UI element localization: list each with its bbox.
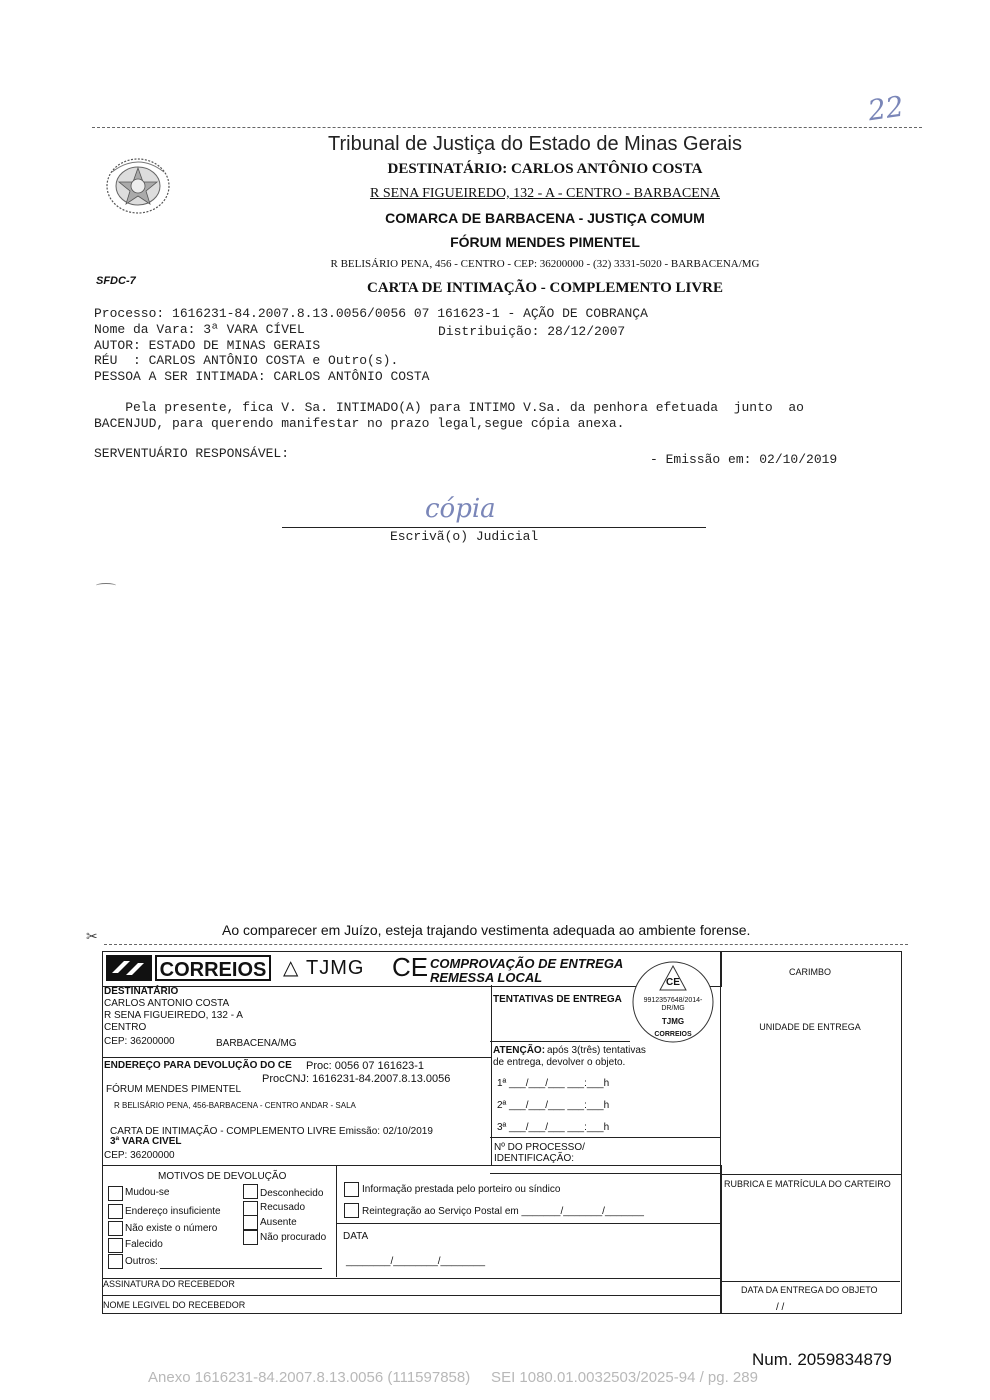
document-title: CARTA DE INTIMAÇÃO - COMPLEMENTO LIVRE [366, 280, 724, 296]
attempts-divider [490, 1041, 630, 1042]
delivery-date-label: DATA DA ENTREGA DO OBJETO [741, 1285, 878, 1295]
checkbox-nao-procurado[interactable] [243, 1230, 258, 1245]
scissors-icon: ✂ [86, 928, 98, 944]
process-id-label-1: Nº DO PROCESSO/ [494, 1142, 585, 1153]
return-forum: FÓRUM MENDES PIMENTEL [106, 1084, 242, 1095]
attempt-2: 2ª ___/___/___ ___:___h [497, 1100, 610, 1111]
annex-footer: Anexo 1616231-84.2007.8.13.0056 (111597858) SEI 1080.01.0032503/2025-94 / pg. 289 [148, 1369, 758, 1386]
return-address-label: ENDEREÇO PARA DEVOLUÇÃO DO CE [104, 1060, 292, 1071]
recipient-bairro: CENTRO [104, 1022, 147, 1033]
seal-number: 9912357648/2014-DR/MG [643, 997, 703, 1012]
tjmg-label: TJMG [306, 957, 365, 979]
return-address: R BELISÁRIO PENA, 456-BARBACENA - CENTRO ANDAR - SALA [114, 1101, 356, 1110]
seal-correios: CORREIOS [654, 1031, 692, 1038]
recipient-street: R SENA FIGUEIREDO, 132 - A [104, 1010, 243, 1021]
checkbox-falecido[interactable] [108, 1238, 123, 1253]
reason-mudou-se: Mudou-se [125, 1187, 170, 1198]
document-number: Num. 2059834879 [752, 1350, 892, 1369]
coat-of-arms-seal [102, 152, 174, 216]
recipient-label: DESTINATÁRIO [104, 986, 179, 997]
recipient-address: R SENA FIGUEIREDO, 132 - A - CENTRO - BARBACENA [369, 186, 720, 201]
data-divider [336, 1223, 720, 1224]
correios-arrows-icon [106, 955, 152, 981]
reason-informacao-porteiro: Informação prestada pelo porteiro ou síndico [362, 1184, 561, 1195]
reasons-column-divider [336, 1165, 337, 1277]
correios-wordmark: CORREIOS [155, 955, 271, 981]
escriva-label: Escrivã(o) Judicial [390, 529, 539, 544]
process-number: Processo: 1616231-84.2007.8.13.0056/0056 07 161623-1 - AÇÃO DE COBRANÇA [94, 306, 648, 321]
signature-row-divider [102, 1295, 720, 1296]
checkbox-desconhecido[interactable] [243, 1184, 258, 1199]
return-carta: CARTA DE INTIMAÇÃO - COMPLEMENTO LIVRE Emissão: 02/10/2019 [110, 1126, 433, 1137]
atencao-text-2: de entrega, devolver o objeto. [493, 1057, 626, 1068]
checkbox-informacao-porteiro[interactable] [344, 1182, 359, 1197]
court-name: Tribunal de Justiça do Estado de Minas Gerais [328, 133, 742, 155]
reason-outros: Outros: [125, 1256, 158, 1267]
carimbo-label: CARIMBO [788, 967, 831, 977]
signature-line [282, 527, 706, 528]
checkbox-endereco-insuficiente[interactable] [108, 1204, 123, 1219]
reason-falecido: Falecido [125, 1239, 163, 1250]
ce-label: CE [392, 952, 429, 982]
return-proccnj: ProcCNJ: 1616231-84.2007.8.13.0056 [262, 1073, 451, 1085]
delivery-date-slashes: / / [776, 1302, 785, 1313]
correios-logo [106, 955, 152, 981]
reason-endereco-insuficiente: Endereço insuficiente [125, 1206, 221, 1217]
return-reasons-label: MOTIVOS DE DEVOLUÇÃO [158, 1171, 287, 1182]
reason-recusado: Recusado [260, 1202, 306, 1213]
cut-line [104, 944, 908, 945]
data-label: DATA [343, 1231, 369, 1242]
reason-nao-procurado: Não procurado [260, 1232, 327, 1243]
vara-name: Nome da Vara: 3ª VARA CÍVEL [94, 322, 305, 337]
stamp-box [720, 951, 902, 1175]
dress-code-notice: Ao comparecer em Juízo, esteja trajando vestimenta adequada ao ambiente forense. [222, 922, 751, 938]
process-id-label-2: IDENTIFICAÇÃO: [494, 1153, 575, 1164]
attempts-label: TENTATIVAS DE ENTREGA [493, 994, 622, 1005]
atencao-text-1: após 3(três) tentativas [547, 1045, 646, 1056]
outros-line [160, 1268, 322, 1269]
atencao-label: ATENÇÃO: [493, 1045, 546, 1056]
reason-nao-existe-numero: Não existe o número [125, 1223, 218, 1234]
receipt-title-2: REMESSA LOCAL [430, 970, 543, 985]
forum-address: R BELISÁRIO PENA, 456 - CENTRO - CEP: 36200000 - (32) 3331-5020 - BARBACENA/MG [330, 258, 760, 270]
page-number-handwritten: 22 [865, 89, 906, 128]
recipient-city: BARBACENA/MG [216, 1038, 297, 1049]
checkbox-recusado[interactable] [243, 1201, 258, 1216]
nome-legivel-label: NOME LEGIVEL DO RECEBEDOR [103, 1300, 246, 1310]
body-line-1: Pela presente, fica V. Sa. INTIMADO(A) para INTIMO V.Sa. da penhora efetuada junto ao [94, 400, 804, 415]
top-separator [92, 127, 922, 128]
autor: AUTOR: ESTADO DE MINAS GERAIS [94, 338, 321, 353]
reason-ausente: Ausente [260, 1217, 297, 1228]
reason-reintegracao: Reintegração ao Serviço Postal em _______/_______/_______ [362, 1206, 644, 1217]
assinatura-label: ASSINATURA DO RECEBEDOR [103, 1279, 235, 1289]
person-to-notify: PESSOA A SER INTIMADA: CARLOS ANTÔNIO COSTA [94, 369, 430, 384]
servidor-label: SERVENTUÁRIO RESPONSÁVEL: [94, 446, 290, 461]
data-slashes: ________/________/________ [346, 1256, 486, 1267]
attempt-1: 1ª ___/___/___ ___:___h [497, 1078, 610, 1089]
receipt-title-1: COMPROVAÇÃO DE ENTREGA [430, 956, 624, 971]
tjmg-triangle-icon: △ [283, 957, 299, 979]
delivery-unit-label: UNIDADE DE ENTREGA [759, 1022, 861, 1032]
checkbox-reintegracao[interactable] [344, 1203, 359, 1218]
seal-ce: CE [666, 977, 680, 988]
distribution-date: Distribuição: 28/12/2007 [438, 324, 626, 339]
seal-tjmg: TJMG [661, 1017, 685, 1026]
recipient-name: CARLOS ANTONIO COSTA [104, 998, 230, 1009]
checkbox-mudou-se[interactable] [108, 1186, 123, 1201]
return-proc: Proc: 0056 07 161623-1 [306, 1060, 425, 1072]
checkbox-ausente[interactable] [243, 1215, 258, 1230]
return-cep: CEP: 36200000 [104, 1150, 175, 1161]
body-line-2: BACENJUD, para querendo manifestar no prazo legal,segue cópia anexa. [94, 416, 625, 431]
delivery-date-divider [720, 1281, 900, 1282]
reason-desconhecido: Desconhecido [260, 1188, 324, 1199]
stray-mark [96, 583, 116, 588]
comarca: COMARCA DE BARBACENA - JUSTIÇA COMUM [385, 210, 705, 226]
attempts-bottom-divider [490, 1137, 720, 1138]
form-code: SFDC-7 [96, 275, 136, 287]
recipient-cep: CEP: 36200000 [104, 1036, 175, 1047]
recipient-line: DESTINATÁRIO: CARLOS ANTÔNIO COSTA [387, 161, 703, 177]
reu: RÉU : CARLOS ANTÔNIO COSTA e Outro(s). [94, 353, 399, 368]
rubrica-label: RUBRICA E MATRÍCULA DO CARTEIRO [724, 1179, 891, 1189]
checkbox-outros[interactable] [108, 1254, 123, 1269]
forum-name: FÓRUM MENDES PIMENTEL [450, 234, 640, 250]
attempt-3: 3ª ___/___/___ ___:___h [497, 1122, 610, 1133]
handwritten-copy-mark: cópia [425, 494, 496, 524]
emission-date: - Emissão em: 02/10/2019 [650, 452, 838, 467]
return-vara: 3ª VARA CIVEL [110, 1136, 182, 1147]
checkbox-nao-existe-numero[interactable] [108, 1221, 123, 1236]
